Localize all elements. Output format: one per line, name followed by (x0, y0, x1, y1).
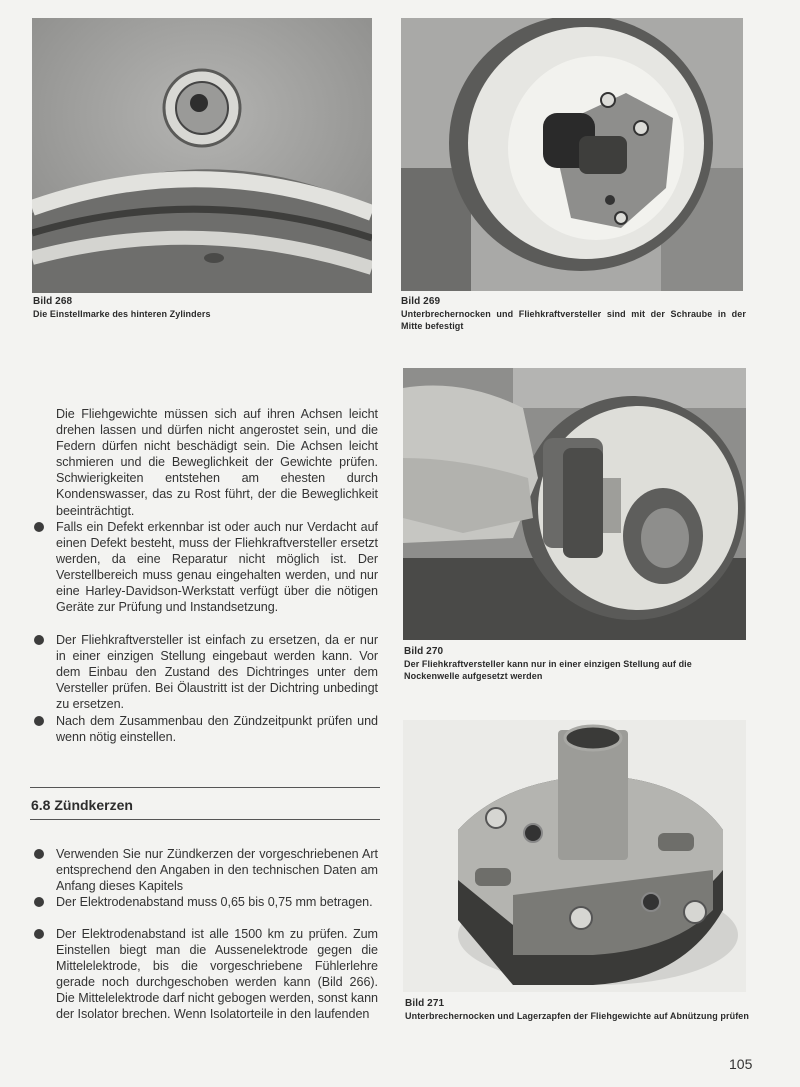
figure-number: Bild 271 (405, 998, 445, 1009)
list-item-text: Verwenden Sie nur Zündkerzen der vorgeschriebenen Art entsprechend den Angaben in den technischen Daten am Anfang dieses Kapitels (56, 847, 378, 894)
timing-mark-photo (32, 18, 372, 293)
caption-bild-269 (401, 296, 746, 332)
advance-unit-fitting-photo (403, 368, 746, 640)
figure-caption: Die Einstellmarke des hinteren Zylinders (33, 309, 211, 319)
breaker-housing-photo (401, 18, 743, 291)
caption-bild-268 (33, 296, 373, 320)
intro-paragraph (56, 406, 378, 519)
figure-caption: Der Fliehkraftversteller kann nur in einer einzigen Stellung auf die Nockenwelle aufgesetzt werden (404, 659, 692, 681)
section-rule-top (30, 787, 380, 788)
list-item (56, 846, 378, 894)
list-item (56, 519, 378, 632)
bullet-icon (34, 849, 44, 859)
list-item (56, 926, 378, 1023)
figure-caption: Unterbrechernocken und Lagerzapfen der Fliehgewichte auf Abnützung prüfen (405, 1011, 749, 1021)
photo-bild-269 (401, 18, 743, 291)
bullet-icon (34, 716, 44, 726)
list-item-text: Der Fliehkraftversteller ist einfach zu ersetzen, da er nur in einer einzigen Stellung eingebaut werden kann. Vor dem Einbau den Zustand des Dichtringes unter dem Versteller prüfen. Bei Ölaustritt ist der Dichtring unbedingt zu ersetzen. (56, 633, 378, 712)
photo-bild-271 (403, 720, 746, 992)
caption-bild-270 (404, 646, 749, 682)
caption-bild-271 (405, 998, 750, 1022)
list-item-text: Der Elektrodenabstand muss 0,65 bis 0,75 mm betragen. (56, 895, 373, 909)
bullet-icon (34, 522, 44, 532)
figure-number: Bild 269 (401, 296, 441, 307)
list-item-text: Nach dem Zusammenbau den Zündzeitpunkt prüfen und wenn nötig einstellen. (56, 714, 378, 745)
bullet-icon (34, 929, 44, 939)
list-item-text: Falls ein Defekt erkennbar ist oder auch nur Verdacht auf einen Defekt besteht, muss der Fliehkraftversteller ersetzt werden, da eine Reparatur nicht möglich ist. Der Verstellbereich muss genau eingehalten werden, und nur eine Harley-Davidson-Werkstatt verfügt über die nötigen Geräte zur Prüfung und Instandsetzung. (56, 520, 378, 615)
photo-bild-270 (403, 368, 746, 640)
list-item-text: Der Elektrodenabstand ist alle 1500 km zu prüfen. Zum Einstellen biegt man die Aussenelektrode gegen die Mittelelektrode, bis die vorgeschriebene Fühlerlehre gerade noch durchgeschoben werden kann (Bild 266). Die Mittelelektrode darf nicht gebogen werden, sonst kann der Isolator brechen. Wenn Isolatorteile in den laufenden (56, 927, 378, 1022)
bullet-icon (34, 635, 44, 645)
figure-caption: Unterbrechernocken und Fliehkraftversteller sind mit der Schraube in der Mitte befestigt (401, 309, 746, 331)
figure-number: Bild 268 (33, 296, 73, 307)
section-rule-bottom (30, 819, 380, 820)
figure-number: Bild 270 (404, 646, 444, 657)
advance-unit-bullet-list (56, 519, 378, 745)
section-heading: 6.8 Zündkerzen (31, 797, 133, 813)
spark-plug-bullet-list (56, 846, 378, 1023)
page-number: 105 (729, 1056, 753, 1072)
list-item (56, 632, 378, 713)
list-item (56, 894, 378, 926)
paragraph-text: Die Fliehgewichte müssen sich auf ihren Achsen leicht drehen lassen und dürfen nicht angerostet sein, und die Federn dürfen nicht beschädigt sein. Die Achsen leicht schmieren und die Beweglichkeit der Gewichte prüfen. Schwierigkeiten entstehen am ehesten durch Kondenswasser, das zu Rost führt, der die Beweglichkeit beeinträchtigt. (56, 407, 378, 518)
photo-bild-268 (32, 18, 372, 293)
bullet-icon (34, 897, 44, 907)
advance-unit-closeup-photo (403, 720, 746, 992)
list-item (56, 713, 378, 745)
